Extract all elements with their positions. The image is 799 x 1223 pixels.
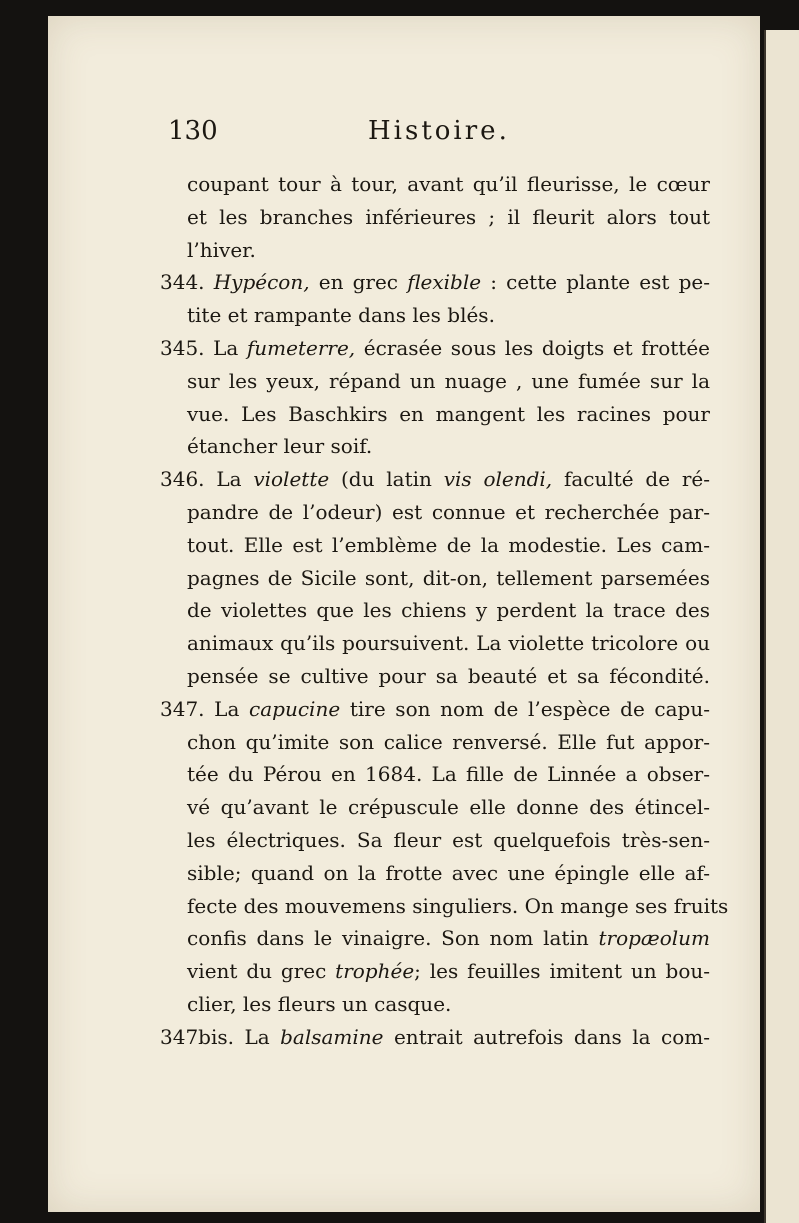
text-run: les électriques. Sa fleur est quelquefois très-sen- [187, 827, 710, 852]
text-run: pandre de l’odeur) est connue et recherchée par- [187, 499, 710, 524]
text-line [160, 234, 710, 267]
text-line [160, 1021, 710, 1054]
text-line [160, 824, 710, 857]
text-run: sible; quand on la frotte avec une épingle elle af- [187, 860, 710, 885]
text-line [160, 726, 710, 759]
text-line [160, 594, 710, 627]
text-run: pagnes de Sicile sont, dit-on, tellement parsemées [187, 565, 710, 590]
text-line [160, 627, 710, 660]
text-line [160, 430, 710, 463]
text-line [160, 890, 729, 923]
text-run: vient du grec [187, 959, 336, 984]
italic-run: balsamine [280, 1024, 384, 1049]
italic-run: capucine [249, 696, 341, 721]
text-run: ; les feuilles imitent un bou- [414, 959, 710, 984]
italic-run: fumeterre, [246, 335, 356, 360]
text-line [160, 758, 710, 791]
text-run: entrait autrefois dans la com- [383, 1024, 710, 1049]
italic-run: flexible [407, 270, 482, 295]
text-run: vue. Les Baschkirs en mangent les racines pour [187, 401, 710, 426]
text-run: (du latin [329, 467, 444, 492]
text-line [160, 201, 710, 234]
text-line [160, 398, 710, 431]
text-run: tée du Pérou en 1684. La fille de Linnée a obser- [187, 762, 710, 787]
text-line [160, 266, 710, 299]
text-line [160, 463, 710, 496]
text-run: tire son nom de l’espèce de capu- [340, 696, 711, 721]
page-header [168, 116, 568, 150]
text-run: sur les yeux, répand un nuage , une fumée sur la [187, 368, 710, 393]
text-line [160, 955, 710, 988]
adjacent-page-edge [764, 30, 799, 1223]
text-run: 345. La [160, 335, 247, 360]
text-run: vé qu’avant le crépuscule elle donne des étincel- [187, 795, 710, 820]
text-line [160, 365, 710, 398]
italic-run: tropæolum [598, 926, 710, 951]
text-run: 347. La [160, 696, 250, 721]
text-run: 346. La [160, 467, 254, 492]
text-run: de violettes que les chiens y perdent la trace des [187, 598, 710, 623]
text-run: l’hiver. [187, 237, 256, 262]
text-line [160, 562, 710, 595]
text-line [160, 529, 710, 562]
text-run: en grec [309, 270, 408, 295]
text-run: 347bis. La [160, 1024, 281, 1049]
italic-run: violette [253, 467, 330, 492]
text-line [160, 332, 710, 365]
text-run: : cette plante est pe- [481, 270, 710, 295]
text-line [160, 857, 710, 890]
text-run: faculté de ré- [552, 467, 711, 492]
italic-run: Hypécon, [213, 270, 310, 295]
text-run: écrasée sous les doigts et frottée [355, 335, 710, 360]
text-run: pensée se cultive pour sa beauté et sa fécondité. [187, 663, 710, 688]
italic-run: trophée [335, 959, 415, 984]
text-line [160, 168, 710, 201]
text-run: et les branches inférieures ; il fleurit alors tout [187, 204, 710, 229]
body-text [160, 168, 729, 1054]
text-line [160, 496, 710, 529]
text-line [160, 791, 710, 824]
text-run: confis dans le vinaigre. Son nom latin [187, 926, 599, 951]
text-run: coupant tour à tour, avant qu’il fleurisse, le cœur [187, 172, 710, 196]
text-run: étancher leur soif. [187, 434, 373, 459]
text-run: tout. Elle est l’emblème de la modestie. Les cam- [187, 532, 710, 557]
text-run: 344. [160, 270, 214, 295]
text-run: tite et rampante dans les blés. [187, 303, 495, 328]
text-run: clier, les fleurs un casque. [187, 991, 452, 1016]
page-number: 130 [168, 116, 218, 146]
text-run: fecte des mouvemens singuliers. On mange ses fruits [187, 893, 729, 918]
italic-run: vis olendi, [443, 467, 553, 492]
text-run: chon qu’imite son calice renversé. Elle fut appor- [187, 729, 710, 754]
running-title: Histoire. [368, 116, 510, 146]
text-line [160, 299, 710, 332]
text-line [160, 693, 710, 726]
text-line [160, 922, 710, 955]
text-line [160, 660, 710, 693]
text-run: animaux qu’ils poursuivent. La violette tricolore ou [187, 631, 710, 656]
text-line [160, 988, 710, 1021]
